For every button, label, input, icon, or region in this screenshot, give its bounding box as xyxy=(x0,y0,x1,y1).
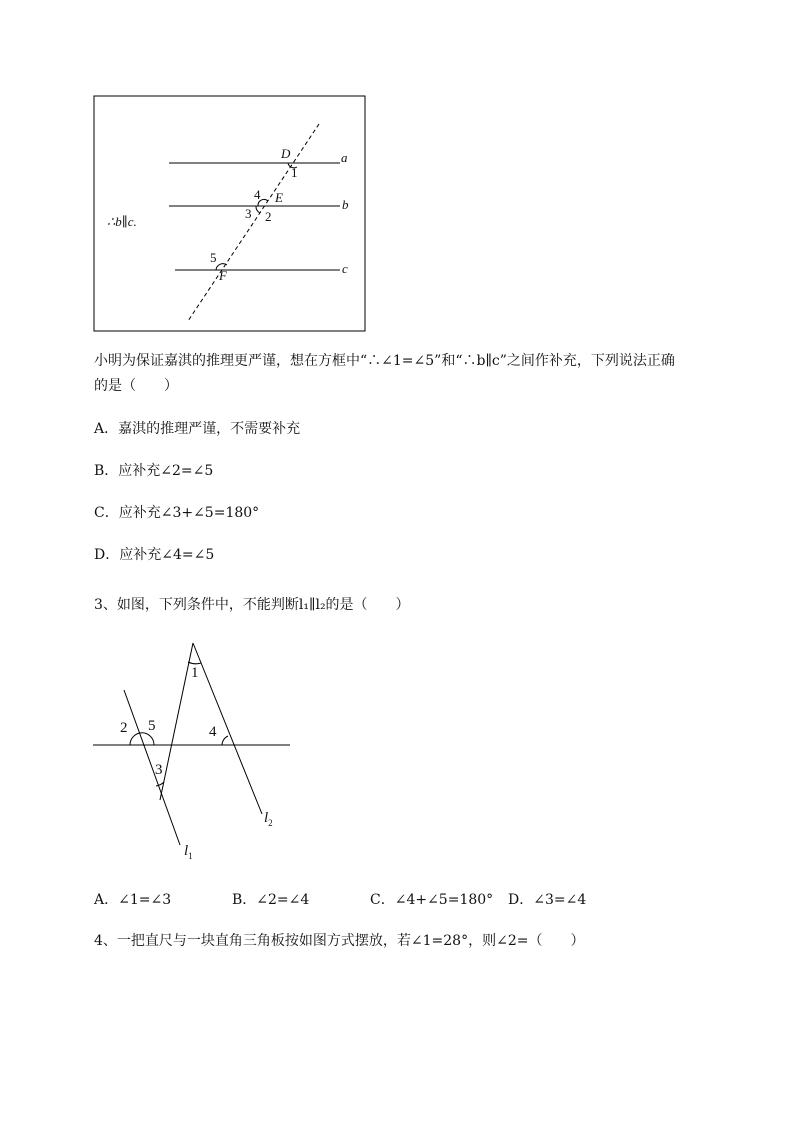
angle-1-arc xyxy=(188,662,201,664)
angle-label-1: 1 xyxy=(291,165,298,180)
q2-stem-line1: 小明为保证嘉淇的推理更严谨，想在方框中“∴∠1=∠5”和“∴b∥c”之间作补充，下列说法正确 xyxy=(94,353,675,369)
angle-label-2: 2 xyxy=(265,209,272,224)
angle-label-3: 3 xyxy=(245,206,252,221)
q3-line-label-l1-letter: l xyxy=(184,843,189,859)
triangle-side xyxy=(160,643,193,800)
conclusion-text: ∴b∥c. xyxy=(107,214,137,229)
q3-angle-label-2: 2 xyxy=(120,720,128,736)
line-l1 xyxy=(124,690,180,845)
q3-option-d[interactable]: D．∠3=∠4 xyxy=(508,892,587,908)
point-label-e: E xyxy=(275,190,283,205)
q3-angle-label-4: 4 xyxy=(209,724,217,740)
q2-stem-line2: 的是（ ） xyxy=(94,378,178,394)
point-label-d: D xyxy=(281,146,291,161)
line-label-a: a xyxy=(341,150,348,165)
q3-line-label-l1-sub: 1 xyxy=(188,851,193,861)
q2-option-a[interactable]: A．嘉淇的推理严谨，不需要补充 xyxy=(94,421,301,437)
q3-option-a[interactable]: A．∠1=∠3 xyxy=(94,892,172,908)
q2-option-d[interactable]: D．应补充∠4=∠5 xyxy=(94,547,215,563)
q3-angle-label-1: 1 xyxy=(191,665,199,681)
angle-label-4: 4 xyxy=(254,187,261,202)
line-l2 xyxy=(193,643,262,814)
q4-stem: 4、一把直尺与一块直角三角板按如图方式摆放，若∠1=28°，则∠2=（ ） xyxy=(94,933,585,949)
angle-label-5: 5 xyxy=(210,250,217,265)
angle-2-arc xyxy=(130,733,140,745)
q3-stem: 3、如图，下列条件中，不能判断l₁∥l₂的是（ ） xyxy=(94,597,410,613)
q3-option-c[interactable]: C．∠4+∠5=180° xyxy=(370,892,494,908)
angle-4-arc xyxy=(222,736,228,745)
q3-line-label-l2-letter: l xyxy=(264,810,269,826)
q3-option-b[interactable]: B．∠2=∠4 xyxy=(232,892,310,908)
q3-line-label-l2-sub: 2 xyxy=(268,818,273,828)
line-label-c: c xyxy=(342,261,348,276)
line-label-b: b xyxy=(342,197,349,212)
q3-line-label-l1 xyxy=(184,843,193,861)
q2-option-c[interactable]: C．应补充∠3+∠5=180° xyxy=(94,505,260,521)
q3-angle-label-3: 3 xyxy=(155,762,163,778)
q3-angle-label-5: 5 xyxy=(148,718,156,734)
q3-line-label-l2 xyxy=(264,810,273,828)
q2-option-b[interactable]: B．应补充∠2=∠5 xyxy=(94,463,214,479)
point-label-f: F xyxy=(219,268,227,283)
